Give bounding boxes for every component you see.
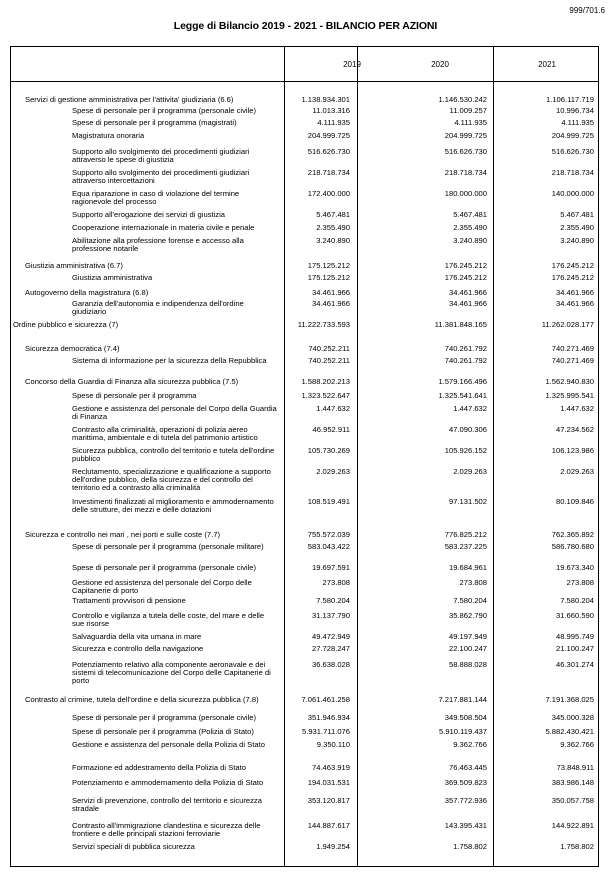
value-2019: 740.252.211 <box>308 356 350 365</box>
value-2021: 3.240.890 <box>560 236 594 245</box>
value-2021: 1.447.632 <box>560 404 594 413</box>
value-2019: 194.031.531 <box>307 778 350 787</box>
row-label: Sicurezza e controllo nei mari , nei porti e sulle coste (7.7) <box>25 530 220 539</box>
value-2021: 1.758.802 <box>560 842 594 851</box>
value-2020: 143.395.431 <box>444 821 487 830</box>
value-2020: 97.131.502 <box>448 497 487 506</box>
row-label: Contrasto alla criminalità, operazioni di polizia aereo marittima, ambientale e di tutela del patrimonio artistico <box>72 425 258 443</box>
value-2021: 762.365.892 <box>551 530 594 539</box>
value-2020: 2.355.490 <box>453 223 487 232</box>
value-2019: 172.400.000 <box>307 189 350 198</box>
value-2020: 11.009.257 <box>449 106 487 115</box>
row-label: Spese di personale per il programma <box>72 391 197 400</box>
value-2019: 36.638.028 <box>311 660 350 669</box>
row-label: Potenziamento e ammodernamento della Polizia di Stato <box>72 778 264 787</box>
value-2019: 108.519.491 <box>307 497 350 506</box>
value-2020: 4.111.935 <box>454 118 487 127</box>
value-2020: 34.461.966 <box>448 288 487 297</box>
row-label: Spese di personale per il programma (personale militare) <box>72 542 264 551</box>
row-label: Spese di personale per il programma (personale civile) <box>72 106 257 115</box>
value-2019: 273.808 <box>322 578 350 587</box>
value-2021: 176.245.212 <box>551 261 594 270</box>
value-2020: 49.197.949 <box>448 632 487 641</box>
row-label: Spese di personale per il programma (magistrati) <box>72 118 237 127</box>
row-label: Sicurezza pubblica, controllo del territorio e tutela dell'ordine pubblico <box>72 446 275 464</box>
value-2020: 516.626.730 <box>444 147 487 156</box>
row-label: Formazione ed addestramento della Polizia di Stato <box>72 763 246 772</box>
value-2020: 76.463.445 <box>448 763 487 772</box>
row-label: Servizi di gestione amministrativa per l'attivita' giudiziaria (6.6) <box>25 95 234 104</box>
row-label: Sicurezza e controllo della navigazione <box>72 644 204 653</box>
value-2021: 7.191.368.025 <box>545 695 594 704</box>
row-label: Autogoverno della magistratura (6.8) <box>25 288 149 297</box>
value-2021: 106.123.986 <box>551 446 594 455</box>
value-2020: 776.825.212 <box>444 530 487 539</box>
value-2019: 34.461.966 <box>311 288 350 297</box>
value-2021: 9.362.766 <box>560 740 594 749</box>
value-2020: 58.888.028 <box>448 660 487 669</box>
value-2020: 105.926.152 <box>444 446 487 455</box>
value-2019: 1.949.254 <box>316 842 350 851</box>
row-label: Spese di personale per il programma (personale civile) <box>72 713 257 722</box>
value-2019: 1.138.934.301 <box>301 95 350 104</box>
value-2020: 1.758.802 <box>453 842 487 851</box>
value-2021: 383.986.148 <box>551 778 594 787</box>
value-2019: 46.952.911 <box>312 425 350 434</box>
value-2020: 5.910.119.437 <box>439 727 487 736</box>
value-2020: 369.509.823 <box>444 778 487 787</box>
value-2021: 7.580.204 <box>560 596 594 605</box>
value-2020: 3.240.890 <box>453 236 487 245</box>
value-2020: 7.580.204 <box>453 596 487 605</box>
value-2021: 31.660.590 <box>555 611 594 620</box>
row-label: Cooperazione internazionale in materia civile e penale <box>72 223 255 232</box>
value-2019: 740.252.211 <box>308 344 350 353</box>
value-2019: 2.029.263 <box>316 467 350 476</box>
value-2021: 740.271.469 <box>551 344 594 353</box>
value-2019: 4.111.935 <box>317 118 350 127</box>
value-2021: 350.057.758 <box>551 796 594 805</box>
row-label: Equa riparazione in caso di violazione del termine ragionevole del processo <box>72 189 240 207</box>
value-2020: 1.447.632 <box>453 404 487 413</box>
value-2021: 273.808 <box>566 578 594 587</box>
value-2019: 49.472.949 <box>311 632 350 641</box>
row-label: Spese di personale per il programma (Polizia di Stato) <box>72 727 254 736</box>
value-2019: 755.572.039 <box>307 530 350 539</box>
value-2021: 11.262.028.177 <box>541 320 594 329</box>
value-2019: 2.355.490 <box>316 223 350 232</box>
value-2019: 11.222.733.593 <box>297 320 350 329</box>
value-2019: 353.120.817 <box>307 796 350 805</box>
value-2020: 583.237.225 <box>444 542 487 551</box>
value-2020: 5.467.481 <box>453 210 487 219</box>
value-2019: 1.588.202.213 <box>301 377 350 386</box>
value-2020: 47.090.306 <box>448 425 487 434</box>
value-2021: 2.355.490 <box>560 223 594 232</box>
row-label: Investimenti finalizzati al miglioramento e ammodernamento delle strutture, dei mezzi e delle dotazioni <box>72 497 274 515</box>
value-2019: 175.125.212 <box>307 273 350 282</box>
value-2020: 740.261.792 <box>444 344 487 353</box>
value-2021: 46.301.274 <box>555 660 594 669</box>
row-label: Contrasto all'immigrazione clandestina e sicurezza delle frontiere e delle principali stazioni ferroviarie <box>72 821 261 839</box>
value-2021: 34.461.966 <box>555 288 594 297</box>
value-2019: 516.626.730 <box>307 147 350 156</box>
value-2021: 47.234.562 <box>555 425 594 434</box>
value-2019: 3.240.890 <box>316 236 350 245</box>
value-2019: 34.461.966 <box>311 299 350 308</box>
year-header-2020: 2020 <box>431 60 449 69</box>
row-label: Sicurezza democratica (7.4) <box>25 344 120 353</box>
page-reference: 999/701.6 <box>569 6 605 15</box>
value-2021: 1.325.995.541 <box>545 391 594 400</box>
row-label: Potenziamento relativo alla componente aeronavale e dei sistemi di telecomunicazione del Corpo delle Capitanerie di porto <box>72 660 271 686</box>
row-label: Servizi speciali di pubblica sicurezza <box>72 842 195 851</box>
value-2021: 204.999.725 <box>551 131 594 140</box>
value-2020: 35.862.790 <box>448 611 487 620</box>
value-2019: 19.697.591 <box>311 563 350 572</box>
value-2020: 218.718.734 <box>444 168 487 177</box>
value-2019: 74.463.919 <box>311 763 350 772</box>
value-2020: 34.461.966 <box>448 299 487 308</box>
value-2021: 4.111.935 <box>561 118 594 127</box>
value-2021: 10.996.734 <box>555 106 594 115</box>
value-2019: 218.718.734 <box>307 168 350 177</box>
value-2019: 1.447.632 <box>316 404 350 413</box>
value-2020: 357.772.936 <box>444 796 487 805</box>
value-2021: 516.626.730 <box>551 147 594 156</box>
value-2021: 48.995.749 <box>555 632 594 641</box>
value-2020: 349.508.504 <box>444 713 487 722</box>
row-label: Supporto allo svolgimento dei procedimenti giudiziari attraverso intercettazioni <box>72 168 250 186</box>
row-label: Garanzia dell'autonomia e indipendenza dell'ordine giudiziario <box>72 299 244 317</box>
value-2021: 140.000.000 <box>551 189 594 198</box>
row-label: Reclutamento, specializzazione e qualificazione a supporto dell'ordine pubblico, della sicurezza e del controllo del territorio ed a contrasto alla criminalità <box>72 467 271 493</box>
row-label: Contrasto al crimine, tutela dell'ordine e della sicurezza pubblica (7.8) <box>25 695 259 704</box>
value-2020: 2.029.263 <box>453 467 487 476</box>
value-2021: 1.562.940.830 <box>545 377 594 386</box>
value-2019: 7.061.461.258 <box>301 695 350 704</box>
value-2021: 218.718.734 <box>551 168 594 177</box>
value-2021: 80.109.846 <box>555 497 594 506</box>
row-label: Magistratura onoraria <box>72 131 145 140</box>
row-label: Spese di personale per il programma (personale civile) <box>72 563 257 572</box>
value-2019: 175.125.212 <box>307 261 350 270</box>
value-2019: 1.323.522.647 <box>301 391 350 400</box>
value-2019: 11.013.316 <box>312 106 350 115</box>
value-2020: 1.325.541.641 <box>438 391 487 400</box>
value-2019: 204.999.725 <box>307 131 350 140</box>
value-2019: 7.580.204 <box>316 596 350 605</box>
value-2021: 740.271.469 <box>551 356 594 365</box>
value-2020: 740.261.792 <box>444 356 487 365</box>
row-label: Salvaguardia della vita umana in mare <box>72 632 202 641</box>
row-label: Supporto all'erogazione dei servizi di giustizia <box>72 210 225 219</box>
row-label: Servizi di prevenzione, controllo del territorio e sicurezza stradale <box>72 796 262 814</box>
value-2020: 11.381.848.165 <box>434 320 487 329</box>
value-2020: 176.245.212 <box>444 273 487 282</box>
value-2019: 144.887.617 <box>307 821 350 830</box>
row-label: Trattamenti provvisori di pensione <box>72 596 186 605</box>
row-label: Sistema di informazione per la sicurezza della Repubblica <box>72 356 267 365</box>
row-label: Abilitazione alla professione forense e accesso alla professione notarile <box>72 236 244 254</box>
row-label: Controllo e vigilanza a tutela delle coste, del mare e delle sue risorse <box>72 611 265 629</box>
row-label: Ordine pubblico e sicurezza (7) <box>13 320 119 329</box>
value-2021: 34.461.966 <box>555 299 594 308</box>
value-2021: 345.000.328 <box>551 713 594 722</box>
value-2020: 273.808 <box>459 578 487 587</box>
value-2019: 27.728.247 <box>311 644 350 653</box>
document-title: Legge di Bilancio 2019 - 2021 - BILANCIO PER AZIONI <box>173 20 438 32</box>
value-2021: 586.780.680 <box>551 542 594 551</box>
value-2020: 19.684.961 <box>448 563 487 572</box>
value-2020: 22.100.247 <box>448 644 487 653</box>
value-2019: 583.043.422 <box>307 542 350 551</box>
value-2021: 5.882.430.421 <box>545 727 594 736</box>
value-2021: 73.848.911 <box>556 763 594 772</box>
row-label: Supporto allo svolgimento dei procedimenti giudiziari attraverso le spese di giustizia <box>72 147 250 165</box>
row-label: Giustizia amministrativa (6.7) <box>25 261 123 270</box>
value-2019: 9.350.110 <box>316 740 350 749</box>
value-2021: 2.029.263 <box>560 467 594 476</box>
value-2020: 7.217.881.144 <box>438 695 487 704</box>
value-2019: 5.467.481 <box>316 210 350 219</box>
value-2019: 351.946.934 <box>307 713 350 722</box>
row-label: Gestione ed assistenza del personale del Corpo delle Capitanerie di porto <box>72 578 252 596</box>
value-2021: 19.673.340 <box>555 563 594 572</box>
value-2021: 21.100.247 <box>555 644 594 653</box>
value-2020: 176.245.212 <box>444 261 487 270</box>
value-2020: 1.579.166.496 <box>438 377 487 386</box>
value-2019: 31.137.790 <box>311 611 350 620</box>
year-header-2021: 2021 <box>538 60 556 69</box>
value-2021: 144.922.891 <box>551 821 594 830</box>
value-2019: 105.730.269 <box>307 446 350 455</box>
value-2021: 1.106.117.719 <box>546 95 594 104</box>
value-2020: 204.999.725 <box>444 131 487 140</box>
value-2021: 5.467.481 <box>560 210 594 219</box>
value-2020: 9.362.766 <box>453 740 487 749</box>
row-label: Gestione e assistenza del personale del Corpo della Guardia di Finanza <box>72 404 277 422</box>
value-2020: 180.000.000 <box>444 189 487 198</box>
value-2019: 5.931.711.076 <box>302 727 350 736</box>
value-2021: 176.245.212 <box>551 273 594 282</box>
value-2020: 1.146.530.242 <box>438 95 487 104</box>
row-label: Concorso della Guardia di Finanza alla sicurezza pubblica (7.5) <box>25 377 239 386</box>
row-label: Gestione e assistenza del personale della Polizia di Stato <box>72 740 265 749</box>
year-header-2019: 2019 <box>343 60 361 69</box>
row-label: Giustizia amministrativa <box>72 273 153 282</box>
